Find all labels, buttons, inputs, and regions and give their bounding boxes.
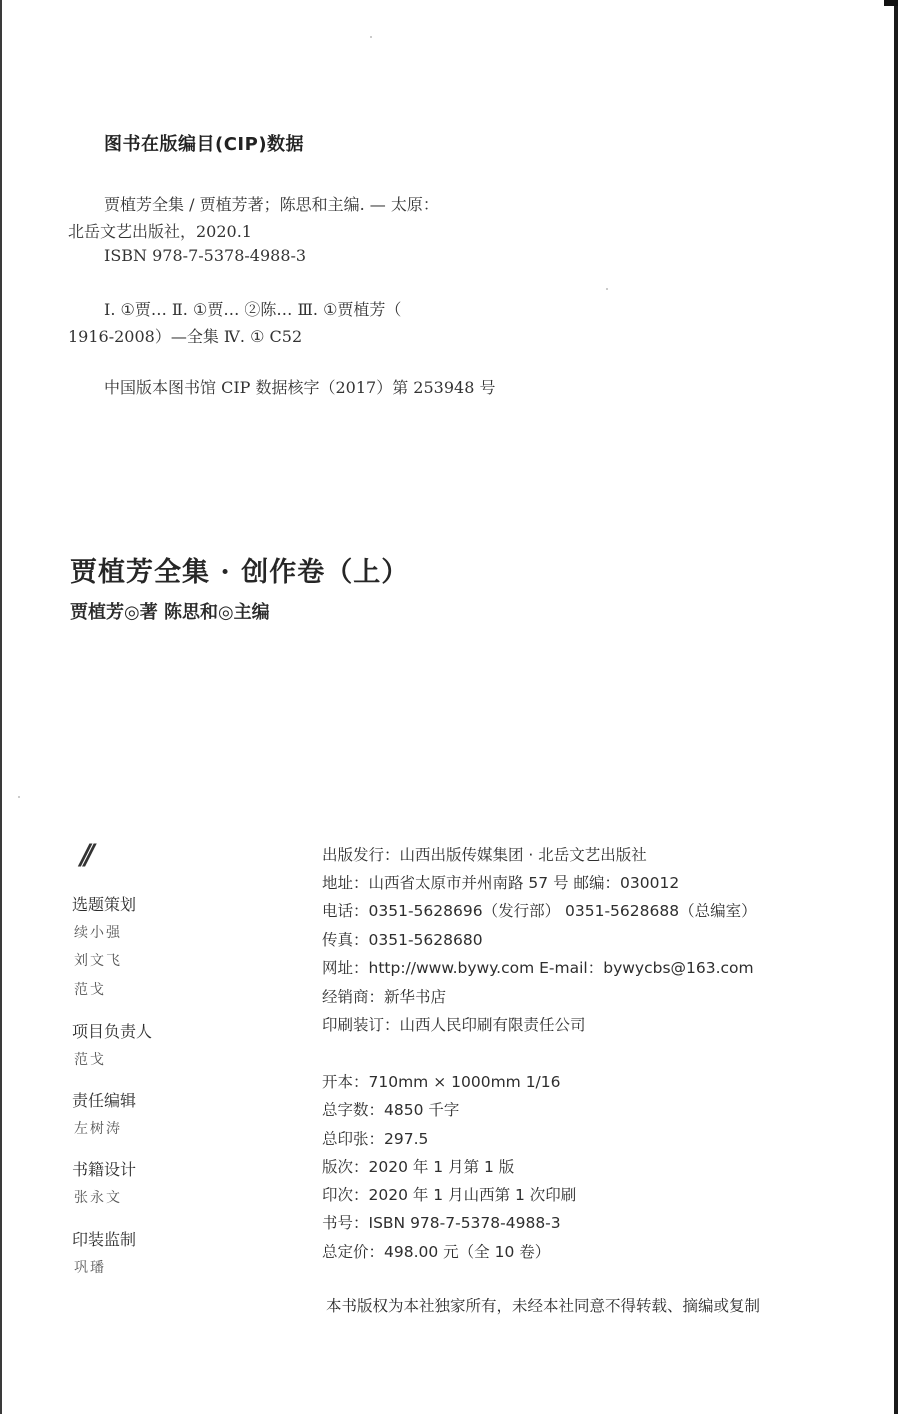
staff-name: 续小强 [74, 925, 122, 941]
web-email-line: 网址：http://www.bywy.com E-mail：bywycbs@163.com [322, 959, 754, 977]
staff-role: 责任编辑 [72, 1091, 137, 1110]
scan-speck [370, 36, 372, 38]
cip-line: 北岳文艺出版社，2020.1 [68, 222, 252, 241]
scan-edge-corner [884, 0, 898, 6]
isbn-line: 书号：ISBN 978-7-5378-4988-3 [322, 1214, 561, 1232]
address-line: 地址：山西省太原市并州南路 57 号 邮编：030012 [322, 874, 680, 892]
cip-line: Ⅰ. ①贾… Ⅱ. ①贾… ②陈… Ⅲ. ①贾植芳（ [104, 300, 402, 319]
staff-role: 印装监制 [72, 1230, 137, 1249]
book-authors: 贾植芳◎著 陈思和◎主编 [70, 602, 270, 623]
scan-speck [606, 288, 608, 290]
scan-edge-right [894, 0, 898, 1414]
staff-name: 张永文 [74, 1190, 122, 1206]
book-title: 贾植芳全集 · 创作卷（上） [70, 557, 410, 588]
format-line: 开本：710mm × 1000mm 1/16 [322, 1073, 561, 1091]
staff-role: 选题策划 [72, 895, 137, 914]
cip-heading: 图书在版编目(CIP)数据 [104, 134, 305, 155]
printing-line: 印次：2020 年 1 月山西第 1 次印刷 [322, 1186, 577, 1204]
cip-line: 贾植芳全集 / 贾植芳著；陈思和主编. — 太原： [104, 195, 439, 214]
word-count-line: 总字数：4850 千字 [322, 1101, 460, 1119]
publisher-line: 出版发行：山西出版传媒集团 · 北岳文艺出版社 [322, 846, 647, 864]
fax-line: 传真：0351-5628680 [322, 931, 483, 949]
cip-line: 中国版本图书馆 CIP 数据核字（2017）第 253948 号 [104, 378, 496, 397]
staff-role: 项目负责人 [72, 1022, 153, 1041]
sheets-line: 总印张：297.5 [322, 1130, 429, 1148]
copyright-notice: 本书版权为本社独家所有，未经本社同意不得转载、摘编或复制 [326, 1297, 761, 1315]
distributor-line: 经销商：新华书店 [322, 988, 447, 1006]
cip-line: 1916-2008）—全集 Ⅳ. ① C52 [68, 327, 303, 346]
printer-line: 印刷装订：山西人民印刷有限责任公司 [322, 1016, 586, 1034]
staff-role: 书籍设计 [72, 1160, 137, 1179]
edition-line: 版次：2020 年 1 月第 1 版 [322, 1158, 515, 1176]
staff-name: 刘文飞 [74, 953, 122, 969]
staff-name: 左树涛 [74, 1121, 122, 1137]
scan-speck [18, 796, 20, 798]
slash-decoration: // [80, 838, 89, 871]
staff-name: 范戈 [74, 1052, 106, 1068]
scan-edge-left [0, 0, 2, 1414]
staff-name: 范戈 [74, 982, 106, 998]
price-line: 总定价：498.00 元（全 10 卷） [322, 1243, 551, 1261]
staff-name: 巩璠 [74, 1260, 106, 1276]
phone-line: 电话：0351-5628696（发行部） 0351-5628688（总编室） [322, 902, 757, 920]
cip-line: ISBN 978-7-5378-4988-3 [104, 246, 307, 265]
